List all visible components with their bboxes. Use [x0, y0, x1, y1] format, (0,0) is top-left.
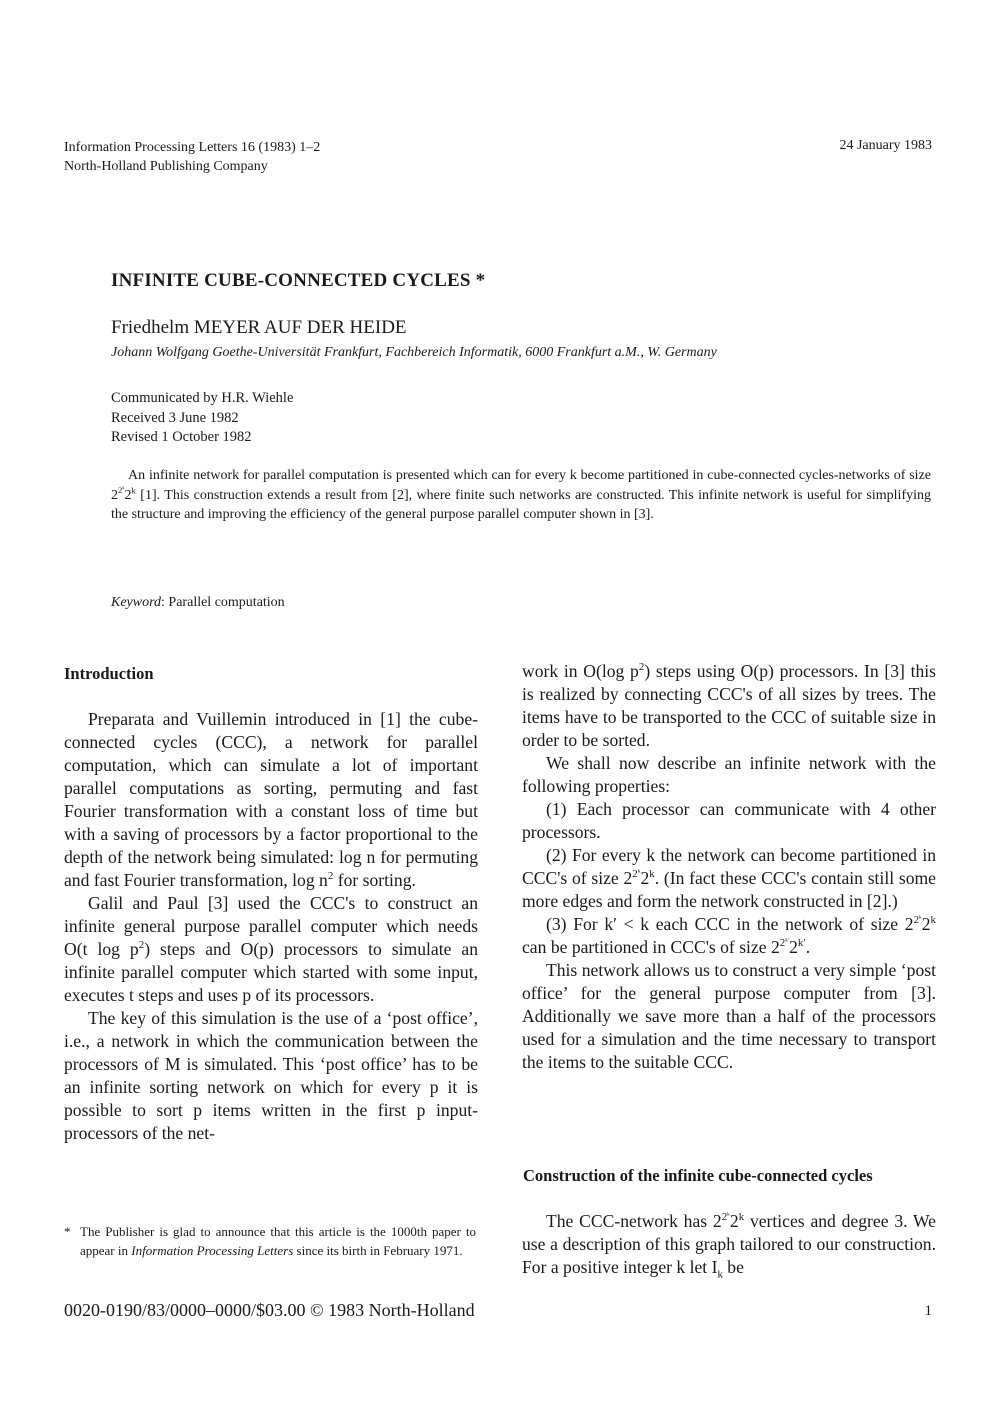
paragraph: We shall now describe an infinite network with the following properties:	[522, 753, 936, 796]
paper-title: INFINITE CUBE-CONNECTED CYCLES *	[111, 270, 486, 291]
right-column-body	[522, 660, 936, 1074]
issue-date: 24 January 1983	[839, 138, 932, 153]
author-affiliation: Johann Wolfgang Goethe-Universität Frankfurt, Fachbereich Informatik, 6000 Frankfurt a.M., W. Germany	[111, 345, 717, 360]
keyword-label: Keyword	[111, 595, 162, 610]
journal-line: Information Processing Letters 16 (1983) 1–2	[64, 140, 321, 155]
paragraph: work in O(log $p^2$) steps using O(p) processors. In [3] this is realized by connecting CCC's of all sizes by trees. The items have to be transported to the CCC of suitable size in order to be sorted.	[522, 661, 937, 750]
property-item: (2) For every k the network can become partitioned in CCC's of size $2^{2^k}2^k$. (In fact these CCC's contain still some more edges and form the network constructed in [2].)	[522, 845, 936, 911]
keyword-value: : Parallel computation	[161, 595, 285, 610]
page-number: 1	[924, 1303, 932, 1319]
paragraph: Galil and Paul [3] used the CCC's to construct an infinite general purpose parallel computer which needs O(t $\log p^2$) steps and O(p) processors to simulate an infinite parallel computer which started with some input, executes t steps and uses p of its processors.	[64, 893, 478, 1005]
author-name: Friedhelm MEYER AUF DER HEIDE	[111, 317, 407, 338]
property-item: (3) For k′ < k each CCC in the network of size $2^{2^k}2^k$ can be partitioned in CCC's of size $2^{2^{k'}}2^{k'}$.	[522, 914, 936, 957]
abstract: An infinite network for parallel computation is presented which can for every k become partitioned in cube-connected cycles-networks of size $2^{2^k}2^k$ [1]. This construction extends a result from [2], where finite such networks are constructed. This infinite network is useful for simplifying the structure and improving the efficiency of the general purpose parallel computer shown in [3].	[111, 468, 931, 523]
footnote	[64, 1222, 476, 1260]
revised-date: Revised 1 October 1982	[111, 429, 252, 445]
paragraph: The CCC-network has $2^{2^k}2^k$ vertices and degree 3. We use a description of this graph tailored to our construction. For a positive integer k let $I_k$ be	[522, 1211, 936, 1281]
section-heading-introduction: Introduction	[64, 664, 154, 683]
construction-body	[522, 1210, 936, 1279]
submission-info	[111, 389, 293, 448]
running-header	[64, 138, 320, 176]
paragraph: The key of this simulation is the use of a ‘post office’, i.e., a network in which the communication between the processors of M is simulated. This ‘post office’ has to be an infinite sorting network on which for every p it is possible to sort p items written in the first p input-processors of the net-	[64, 1008, 478, 1143]
received-date: Received 3 June 1982	[111, 409, 239, 426]
keywords	[111, 595, 285, 611]
issn-copyright: 0020-0190/83/0000–0000/$03.00 © 1983 North-Holland	[64, 1300, 475, 1320]
footnote-text: The Publisher is glad to announce that this article is the 1000th paper to appear in Information Processing Letters since its birth in February 1971.	[80, 1224, 476, 1258]
footnote-mark: *	[64, 1224, 71, 1239]
section-heading-construction: Construction of the infinite cube-connected cycles	[523, 1166, 873, 1185]
communicated-by: Communicated by H.R. Wiehle	[111, 390, 294, 406]
property-item: (1) Each processor can communicate with 4 other processors.	[522, 799, 936, 842]
left-column-body	[64, 708, 478, 1145]
publisher-line: North-Holland Publishing Company	[64, 159, 268, 174]
paragraph: This network allows us to construct a very simple ‘post office’ for the general purpose computer from [3]. Additionally we save more than a half of the processors used for a simulation and the time necessary to transport the items to the suitable CCC.	[522, 960, 936, 1072]
paragraph: Preparata and Vuillemin introduced in [1] the cube-connected cycles (CCC), a network for parallel computation, which can simulate a lot of important parallel computations as sorting, permuting and fast Fourier transformation with a constant loss of time but with a saving of processors by a factor proportional to the depth of the network being simulated: log n for permuting and fast Fourier transformation, $\log n^2$ for sorting.	[64, 709, 478, 890]
